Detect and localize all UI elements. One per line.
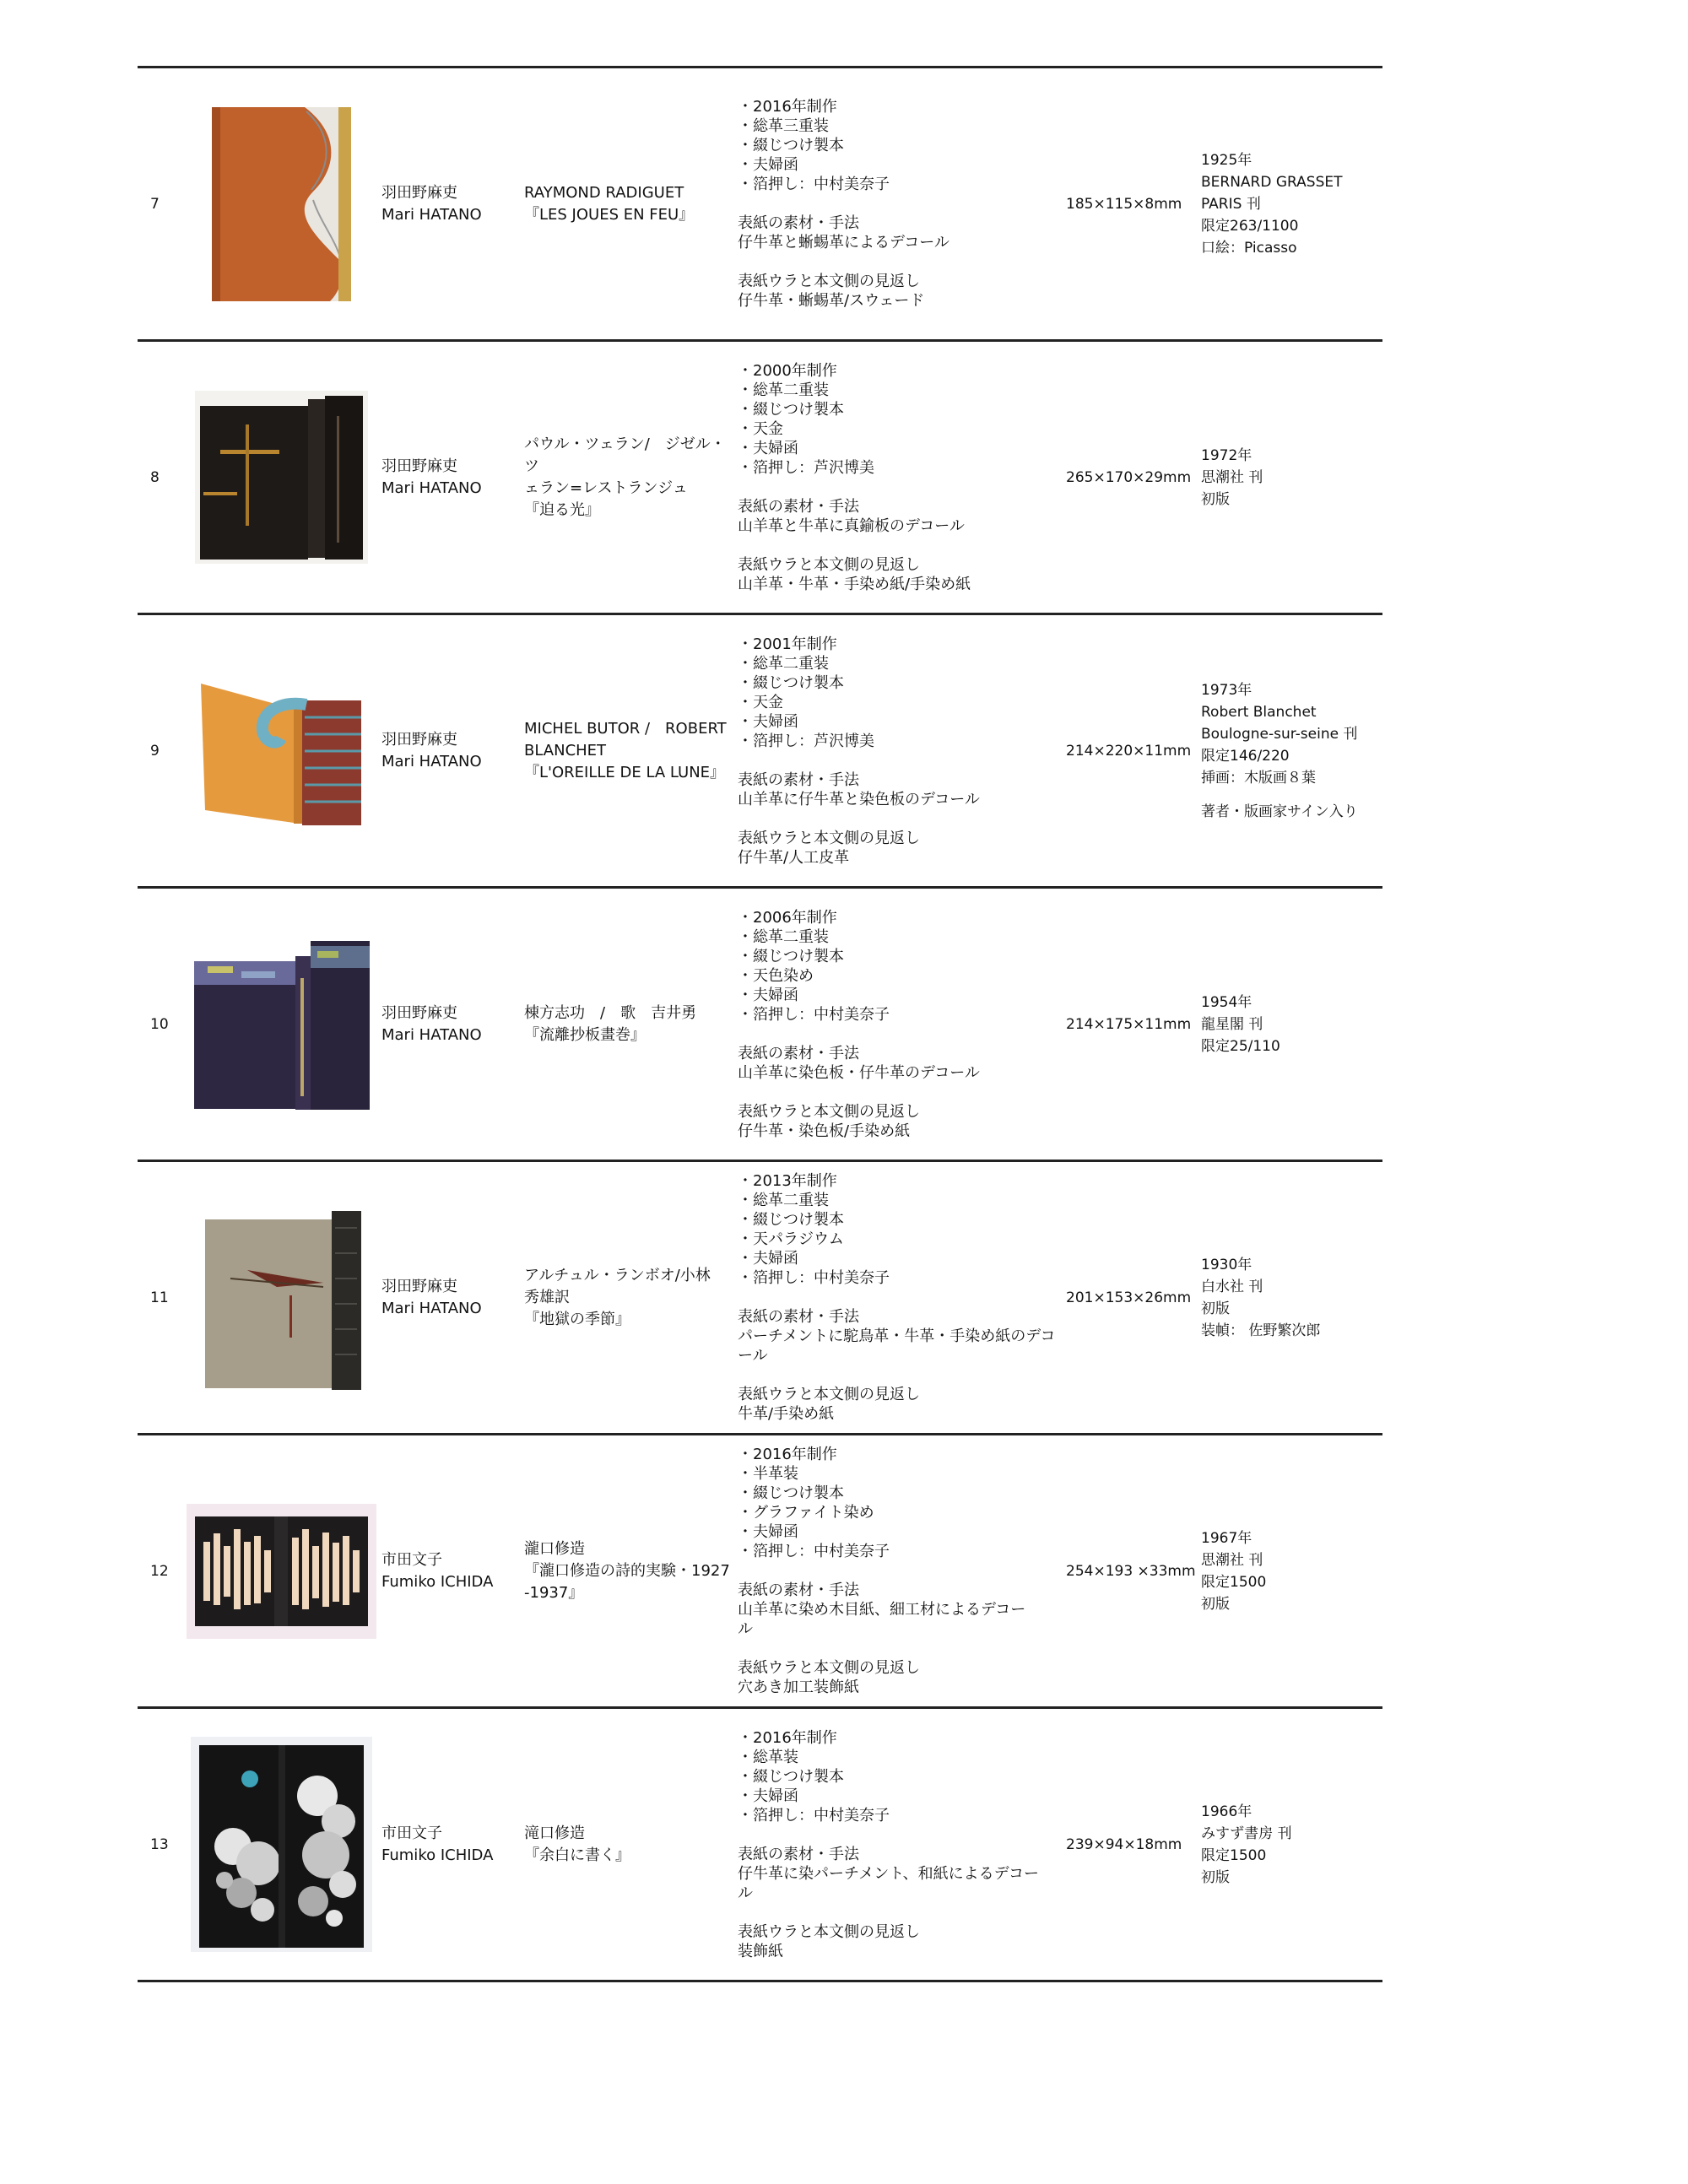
book-image [171, 889, 391, 1160]
publication-info-line: 1973年 [1201, 681, 1252, 699]
binding-detail-line: 牛革/手染め紙 [738, 1405, 835, 1423]
publication-info-line: 限定1500 [1201, 1846, 1267, 1864]
publication-info-line: 限定1500 [1201, 1573, 1267, 1591]
publication-info-line: 1925年 [1201, 151, 1252, 169]
binding-detail-line: ・2013年制作 [738, 1172, 837, 1190]
binding-detail-line: ・夫婦函 [738, 1250, 798, 1268]
artist-name-en: Mari HATANO [381, 752, 482, 770]
entry-number-text: 8 [150, 468, 160, 486]
binding-detail-line: ・総革二重装 [738, 1192, 829, 1209]
artist-name-en: Mari HATANO [381, 1025, 482, 1044]
publication-info-line: 挿画：木版画８葉 [1201, 769, 1316, 787]
book-title-line: ェラン=レストランジュ [524, 478, 688, 497]
binding-detail-line: ・綴じつけ製本 [738, 673, 844, 692]
binding-detail-line: ・2000年制作 [738, 361, 837, 380]
publication-info-line: 初版 [1201, 1868, 1230, 1886]
binding-detail-line: ・2006年制作 [738, 908, 837, 927]
binding-detail-line: ・半革装 [738, 1465, 798, 1483]
publication-info-line: 思潮社 刊 [1201, 1551, 1263, 1569]
binding-detail-line: ・箔押し：中村美奈子 [738, 1269, 890, 1287]
artist-name-en: Mari HATANO [381, 1299, 482, 1317]
artist-name-en: Fumiko ICHIDA [381, 1846, 494, 1864]
book-size-text: 214×175×11mm [1066, 1015, 1192, 1033]
binding-detail-line: ・2016年制作 [738, 1728, 837, 1747]
binding-detail-line: 表紙ウラと本文側の見返し [738, 1659, 920, 1677]
book-size-text: 214×220×11mm [1066, 742, 1192, 760]
binding-detail-line: ・箔押し：中村美奈子 [738, 1806, 890, 1825]
book-size-text: 185×115×8mm [1066, 195, 1182, 213]
binding-detail-line: ・箔押し：中村美奈子 [738, 1543, 890, 1560]
binding-detail-line: ・箔押し：中村美奈子 [738, 176, 890, 193]
binding-detail-line: ・総革二重装 [738, 927, 829, 946]
publication-info-line: 初版 [1201, 1300, 1230, 1317]
publication-info-line: 初版 [1201, 490, 1230, 508]
binding-detail-line: ・綴じつけ製本 [738, 1484, 844, 1502]
artist-name-en: Mari HATANO [381, 478, 482, 497]
binding-detail-line: ・天金 [738, 693, 783, 711]
binding-detail-line: ル [738, 1884, 753, 1902]
publication-info-line: 龍星閣 刊 [1201, 1015, 1263, 1033]
book-size-text: 265×170×29mm [1066, 468, 1192, 486]
artist-name [381, 1435, 517, 1706]
binding-detail-line: ・夫婦函 [738, 712, 798, 731]
publication-info-line: BERNARD GRASSET [1201, 173, 1343, 191]
binding-detail-line: ・箔押し：芦沢博美 [738, 458, 874, 477]
publication-info [1201, 1709, 1382, 1980]
book-title-line: 『迫る光』 [524, 500, 600, 519]
binding-detail-line: 表紙の素材・手法 [738, 1845, 859, 1863]
artist-name-ja: 羽田野麻吏 [381, 1277, 457, 1295]
publication-info-line: 白水社 刊 [1201, 1278, 1263, 1295]
binding-detail-line: 山羊革・牛革・手染め紙/手染め紙 [738, 575, 971, 593]
publication-info-line: 限定146/220 [1201, 747, 1290, 765]
binding-details [738, 68, 1075, 339]
book-title-line: 『LES JOUES EN FEU』 [524, 205, 695, 224]
book-title [524, 68, 735, 339]
artist-name [381, 889, 517, 1160]
publication-info-line: 1954年 [1201, 993, 1252, 1011]
publication-info-line: 1967年 [1201, 1529, 1252, 1547]
binding-detail-line: ・総革二重装 [738, 381, 829, 399]
binding-details [738, 615, 1075, 886]
binding-detail-line: 仔牛革に染パーチメント、和紙によるデコー [738, 1864, 1039, 1883]
book-image [171, 615, 391, 886]
book-size-text: 239×94×18mm [1066, 1835, 1182, 1853]
publication-info [1201, 889, 1382, 1160]
binding-detail-line: パーチメントに駝鳥革・牛革・手染め紙のデコ [738, 1327, 1056, 1345]
book-image [171, 342, 391, 613]
artist-name-en: Mari HATANO [381, 205, 482, 224]
binding-detail-line: ・総革装 [738, 1748, 798, 1766]
book-image [171, 1435, 391, 1706]
binding-detail-line: 山羊革に仔牛革と染色板のデコール [738, 790, 980, 808]
binding-detail-line: ・綴じつけ製本 [738, 137, 844, 154]
binding-detail-line: 表紙の素材・手法 [738, 214, 859, 232]
binding-detail-line: ・グラファイト染め [738, 1504, 874, 1522]
binding-detail-line: 表紙ウラと本文側の見返し [738, 555, 920, 574]
binding-detail-line: 表紙ウラと本文側の見返し [738, 829, 920, 847]
publication-info-line: 初版 [1201, 1595, 1230, 1613]
binding-detail-line: 表紙の素材・手法 [738, 1044, 859, 1062]
binding-detail-line: ・夫婦函 [738, 1787, 798, 1805]
publication-info-line: 限定263/1100 [1201, 217, 1299, 235]
binding-detail-line: 仔牛革と蜥蜴革によるデコール [738, 234, 950, 251]
binding-detail-line: 装飾紙 [738, 1942, 783, 1960]
binding-detail-line: ・2016年制作 [738, 1446, 837, 1463]
binding-detail-line: ・天色染め [738, 966, 814, 985]
book-title-line: 秀雄訳 [524, 1288, 570, 1306]
publication-info-line: 口絵：Picasso [1201, 239, 1297, 257]
binding-detail-line: 表紙ウラと本文側の見返し [738, 1102, 920, 1121]
binding-detail-line: ・夫婦函 [738, 439, 798, 457]
binding-detail-line: ・夫婦函 [738, 156, 798, 174]
book-title-line: 『L'OREILLE DE LA LUNE』 [524, 763, 726, 781]
catalog-row [138, 889, 1382, 1162]
book-title [524, 615, 735, 886]
catalog-row [138, 68, 1382, 342]
publication-info-line: PARIS 刊 [1201, 195, 1261, 213]
binding-detail-line: ・総革三重装 [738, 117, 829, 135]
artist-name [381, 68, 517, 339]
book-title-line: 滝口修造 [524, 1824, 585, 1842]
artist-name [381, 1162, 517, 1433]
binding-detail-line: ・箔押し：中村美奈子 [738, 1005, 890, 1024]
book-title [524, 1435, 735, 1706]
book-size [1066, 68, 1201, 339]
binding-detail-line: ・2016年制作 [738, 98, 837, 116]
book-size [1066, 1162, 1201, 1433]
publication-info-line: Robert Blanchet [1201, 703, 1317, 721]
artist-name [381, 615, 517, 886]
binding-details [738, 342, 1075, 613]
binding-detail-line: 表紙ウラと本文側の見返し [738, 273, 920, 290]
binding-detail-line: 山羊革と牛革に真鍮板のデコール [738, 516, 965, 535]
book-title-line: 『流離抄板畫巻』 [524, 1025, 646, 1044]
entry-number-text: 11 [150, 1289, 169, 1306]
book-title-line: 『瀧口修造の詩的実験・1927 [524, 1561, 730, 1580]
binding-detail-line: ・箔押し：芦沢博美 [738, 732, 874, 750]
publication-info-line: 1966年 [1201, 1803, 1252, 1820]
catalog-row [138, 1162, 1382, 1435]
artist-name-ja: 羽田野麻吏 [381, 1003, 457, 1022]
binding-details [738, 1162, 1075, 1433]
artist-name-en: Fumiko ICHIDA [381, 1572, 494, 1591]
catalog-row [138, 1709, 1382, 1982]
binding-detail-line: ・天パラジウム [738, 1230, 844, 1248]
binding-detail-line: 仔牛革・蜥蜴革/スウェード [738, 292, 925, 310]
book-image [171, 1162, 391, 1433]
book-size [1066, 342, 1201, 613]
binding-detail-line: 山羊革に染色板・仔牛革のデコール [738, 1063, 980, 1082]
entry-number-text: 9 [150, 742, 160, 760]
binding-detail-line: 表紙の素材・手法 [738, 1581, 859, 1599]
artist-name-ja: 羽田野麻吏 [381, 183, 457, 202]
publication-info-line: みすず書房 刊 [1201, 1825, 1292, 1842]
book-size [1066, 1709, 1201, 1980]
book-size-text: 201×153×26mm [1066, 1289, 1192, 1306]
book-title [524, 889, 735, 1160]
binding-detail-line: ール [738, 1347, 768, 1365]
binding-detail-line: 仔牛革/人工皮革 [738, 848, 850, 867]
entry-number-text: 13 [150, 1835, 169, 1853]
binding-detail-line: 表紙の素材・手法 [738, 1308, 859, 1326]
artist-name [381, 342, 517, 613]
publication-info-line: 思潮社 刊 [1201, 468, 1263, 486]
publication-info [1201, 68, 1382, 339]
publication-info [1201, 1162, 1382, 1433]
catalog-row [138, 342, 1382, 615]
book-image [171, 68, 391, 339]
book-title-line: 『余白に書く』 [524, 1846, 630, 1864]
catalog-table [138, 66, 1382, 1982]
artist-name-ja: 羽田野麻吏 [381, 730, 457, 749]
publication-info [1201, 1435, 1382, 1706]
book-title-line: MICHEL BUTOR / ROBERT [524, 719, 727, 738]
book-title-line: 『地獄の季節』 [524, 1310, 630, 1328]
book-title-line: パウル・ツェラン/ ジゼル・ツ [524, 435, 726, 475]
catalog-row [138, 615, 1382, 889]
publication-info-line: 装幀： 佐野繁次郎 [1201, 1322, 1321, 1339]
binding-detail-line: ・2001年制作 [738, 635, 837, 653]
entry-number-text: 7 [150, 195, 160, 213]
publication-info-line: 限定25/110 [1201, 1037, 1280, 1055]
binding-detail-line: ・総革二重装 [738, 654, 829, 673]
binding-details [738, 1435, 1075, 1706]
artist-name-ja: 市田文子 [381, 1550, 442, 1569]
binding-detail-line: 穴あき加工装飾紙 [738, 1679, 859, 1696]
binding-detail-line: 表紙の素材・手法 [738, 770, 859, 789]
binding-detail-line: 仔牛革・染色板/手染め紙 [738, 1122, 911, 1140]
book-title-line: 棟方志功 / 歌 吉井勇 [524, 1003, 697, 1022]
binding-detail-line: 山羊革に染め木目紙、細工材によるデコー [738, 1601, 1026, 1619]
publication-info [1201, 615, 1382, 886]
book-title-line: アルチュル・ランボオ/小林 [524, 1266, 711, 1284]
binding-detail-line: ル [738, 1620, 753, 1638]
binding-detail-line: ・夫婦函 [738, 1523, 798, 1541]
book-title [524, 1709, 735, 1980]
artist-name [381, 1709, 517, 1980]
binding-detail-line: 表紙の素材・手法 [738, 497, 859, 516]
binding-details [738, 889, 1075, 1160]
entry-number-text: 10 [150, 1015, 169, 1033]
book-size [1066, 615, 1201, 886]
binding-detail-line: ・綴じつけ製本 [738, 400, 844, 419]
artist-name-ja: 市田文子 [381, 1824, 442, 1842]
book-title [524, 1162, 735, 1433]
publication-info-line: 1930年 [1201, 1256, 1252, 1273]
binding-details [738, 1709, 1075, 1980]
book-size [1066, 1435, 1201, 1706]
publication-info-line: Boulogne-sur-seine 刊 [1201, 725, 1358, 743]
book-title-line: BLANCHET [524, 741, 607, 760]
book-title-line: 瀧口修造 [524, 1539, 585, 1558]
entry-number-text: 12 [150, 1562, 169, 1580]
book-title-line: -1937』 [524, 1583, 584, 1602]
binding-detail-line: ・天金 [738, 419, 783, 438]
artist-name-ja: 羽田野麻吏 [381, 457, 457, 475]
catalog-row [138, 1435, 1382, 1709]
book-size-text: 254×193 ×33mm [1066, 1562, 1196, 1580]
publication-info-line: 1972年 [1201, 446, 1252, 464]
book-title [524, 342, 735, 613]
binding-detail-line: 表紙ウラと本文側の見返し [738, 1922, 920, 1941]
publication-info [1201, 342, 1382, 613]
binding-detail-line: ・綴じつけ製本 [738, 1211, 844, 1229]
binding-detail-line: ・綴じつけ製本 [738, 1767, 844, 1786]
book-size [1066, 889, 1201, 1160]
publication-info-line: 著者・版画家サイン入り [1201, 803, 1358, 820]
binding-detail-line: ・綴じつけ製本 [738, 947, 844, 965]
book-image [171, 1709, 391, 1980]
binding-detail-line: ・夫婦函 [738, 986, 798, 1004]
binding-detail-line: 表紙ウラと本文側の見返し [738, 1386, 920, 1403]
book-title-line: RAYMOND RADIGUET [524, 183, 684, 202]
